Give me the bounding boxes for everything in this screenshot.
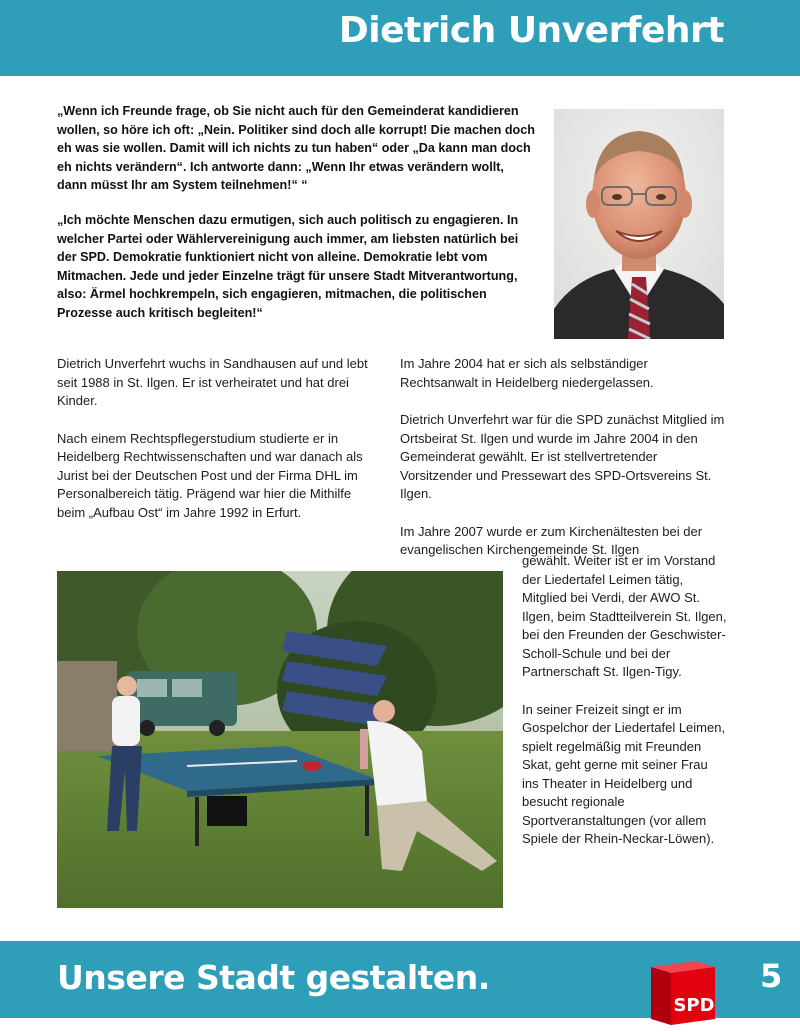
bio-column-2 bbox=[400, 355, 725, 560]
bio-paragraph: gewählt. Weiter ist er im Vorstand der Liedertafel Leimen tätig, Mitglied bei Verdi, der AWO St. Ilgen, beim Stadtteilverein St. Ilgen, bei den Freunden der Geschwister-Scholl-Schule und bei der Partnerschaft St. Ilgen-Tigy. bbox=[522, 553, 727, 679]
bio-column-3 bbox=[522, 552, 727, 868]
quote-2: „Ich möchte Menschen dazu ermutigen, sich auch politisch zu engagieren. In welcher Partei oder Wählervereinigung auch immer, am liebsten natürlich bei der SPD. Demokratie funktioniert nicht von alleine. Demokratie lebt vom Mitmachen. Jede und jeder Einzelne trägt für unsere Stadt Mitverantwortung, also: Ärmel hochkrempeln, sich engagieren, mitmachen, die politischen Prozesse auch kritisch begleiten!“ bbox=[57, 212, 519, 320]
quote-block bbox=[57, 102, 537, 339]
bio-paragraph: Nach einem Rechtspflegerstudium studierte er in Heidelberg Rechtwissenschaften und war danach als Jurist bei der Deutschen Post und der Firma DHL im Personalbereich tätig. Prägend war hier die Mithilfe beim „Aufbau Ost“ im Jahre 1992 in Erfurt. bbox=[57, 430, 363, 520]
spd-logo-text: SPD bbox=[673, 995, 715, 1016]
header-name: Dietrich Unverfehrt bbox=[338, 10, 724, 51]
header-band bbox=[0, 0, 800, 76]
bio-column-1 bbox=[57, 355, 382, 541]
bio-paragraph: In seiner Freizeit singt er im Gospelchor der Liedertafel Leimen, spielt regelmäßig mit Freunden Skat, geht gerne mit seiner Frau ins Theater in Heidelberg und besucht regionale Sportveranstaltungen (vor allem Spiele der Rhein-Neckar-Löwen). bbox=[522, 701, 726, 846]
bio-paragraph: Dietrich Unverfehrt war für die SPD zunächst Mitglied im Ortsbeirat St. Ilgen und wurde im Jahre 2004 in den Gemeinderat gewählt. Er ist stellvertretender Vorsitzender und Pressewart des SPD-Ortsvereins St. Ilgen. bbox=[400, 412, 725, 501]
spd-logo bbox=[643, 957, 723, 1027]
portrait-photo bbox=[554, 109, 724, 339]
bio-paragraph: Im Jahre 2007 wurde er zum Kirchenältesten bei der evangelischen Kirchengemeinde St. Ilgen bbox=[400, 523, 703, 557]
bio-paragraph: Dietrich Unverfehrt wuchs in Sandhausen auf und lebt seit 1988 in St. Ilgen. Er ist verheiratet und hat drei Kinder. bbox=[57, 356, 368, 408]
bio-paragraph: Im Jahre 2004 hat er sich als selbständiger Rechtsanwalt in Heidelberg niedergelassen. bbox=[400, 356, 654, 390]
page-number: 5 bbox=[760, 957, 783, 995]
table-tennis-photo bbox=[57, 571, 503, 908]
footer-slogan: Unsere Stadt gestalten. bbox=[57, 958, 490, 997]
quote-1: „Wenn ich Freunde frage, ob Sie nicht auch für den Gemeinderat kandidieren wollen, so höre ich oft: „Nein. Politiker sind doch alle korrupt! Die machen doch eh was sie wollen. Damit will ich nichts zu tun haben“ oder „Da kann man doch eh nichts verändern“. Ich antworte dann: „Wenn Ihr etwas verändern wollt, dann müsst Ihr am System teilnehmen!“ “ bbox=[57, 104, 535, 193]
